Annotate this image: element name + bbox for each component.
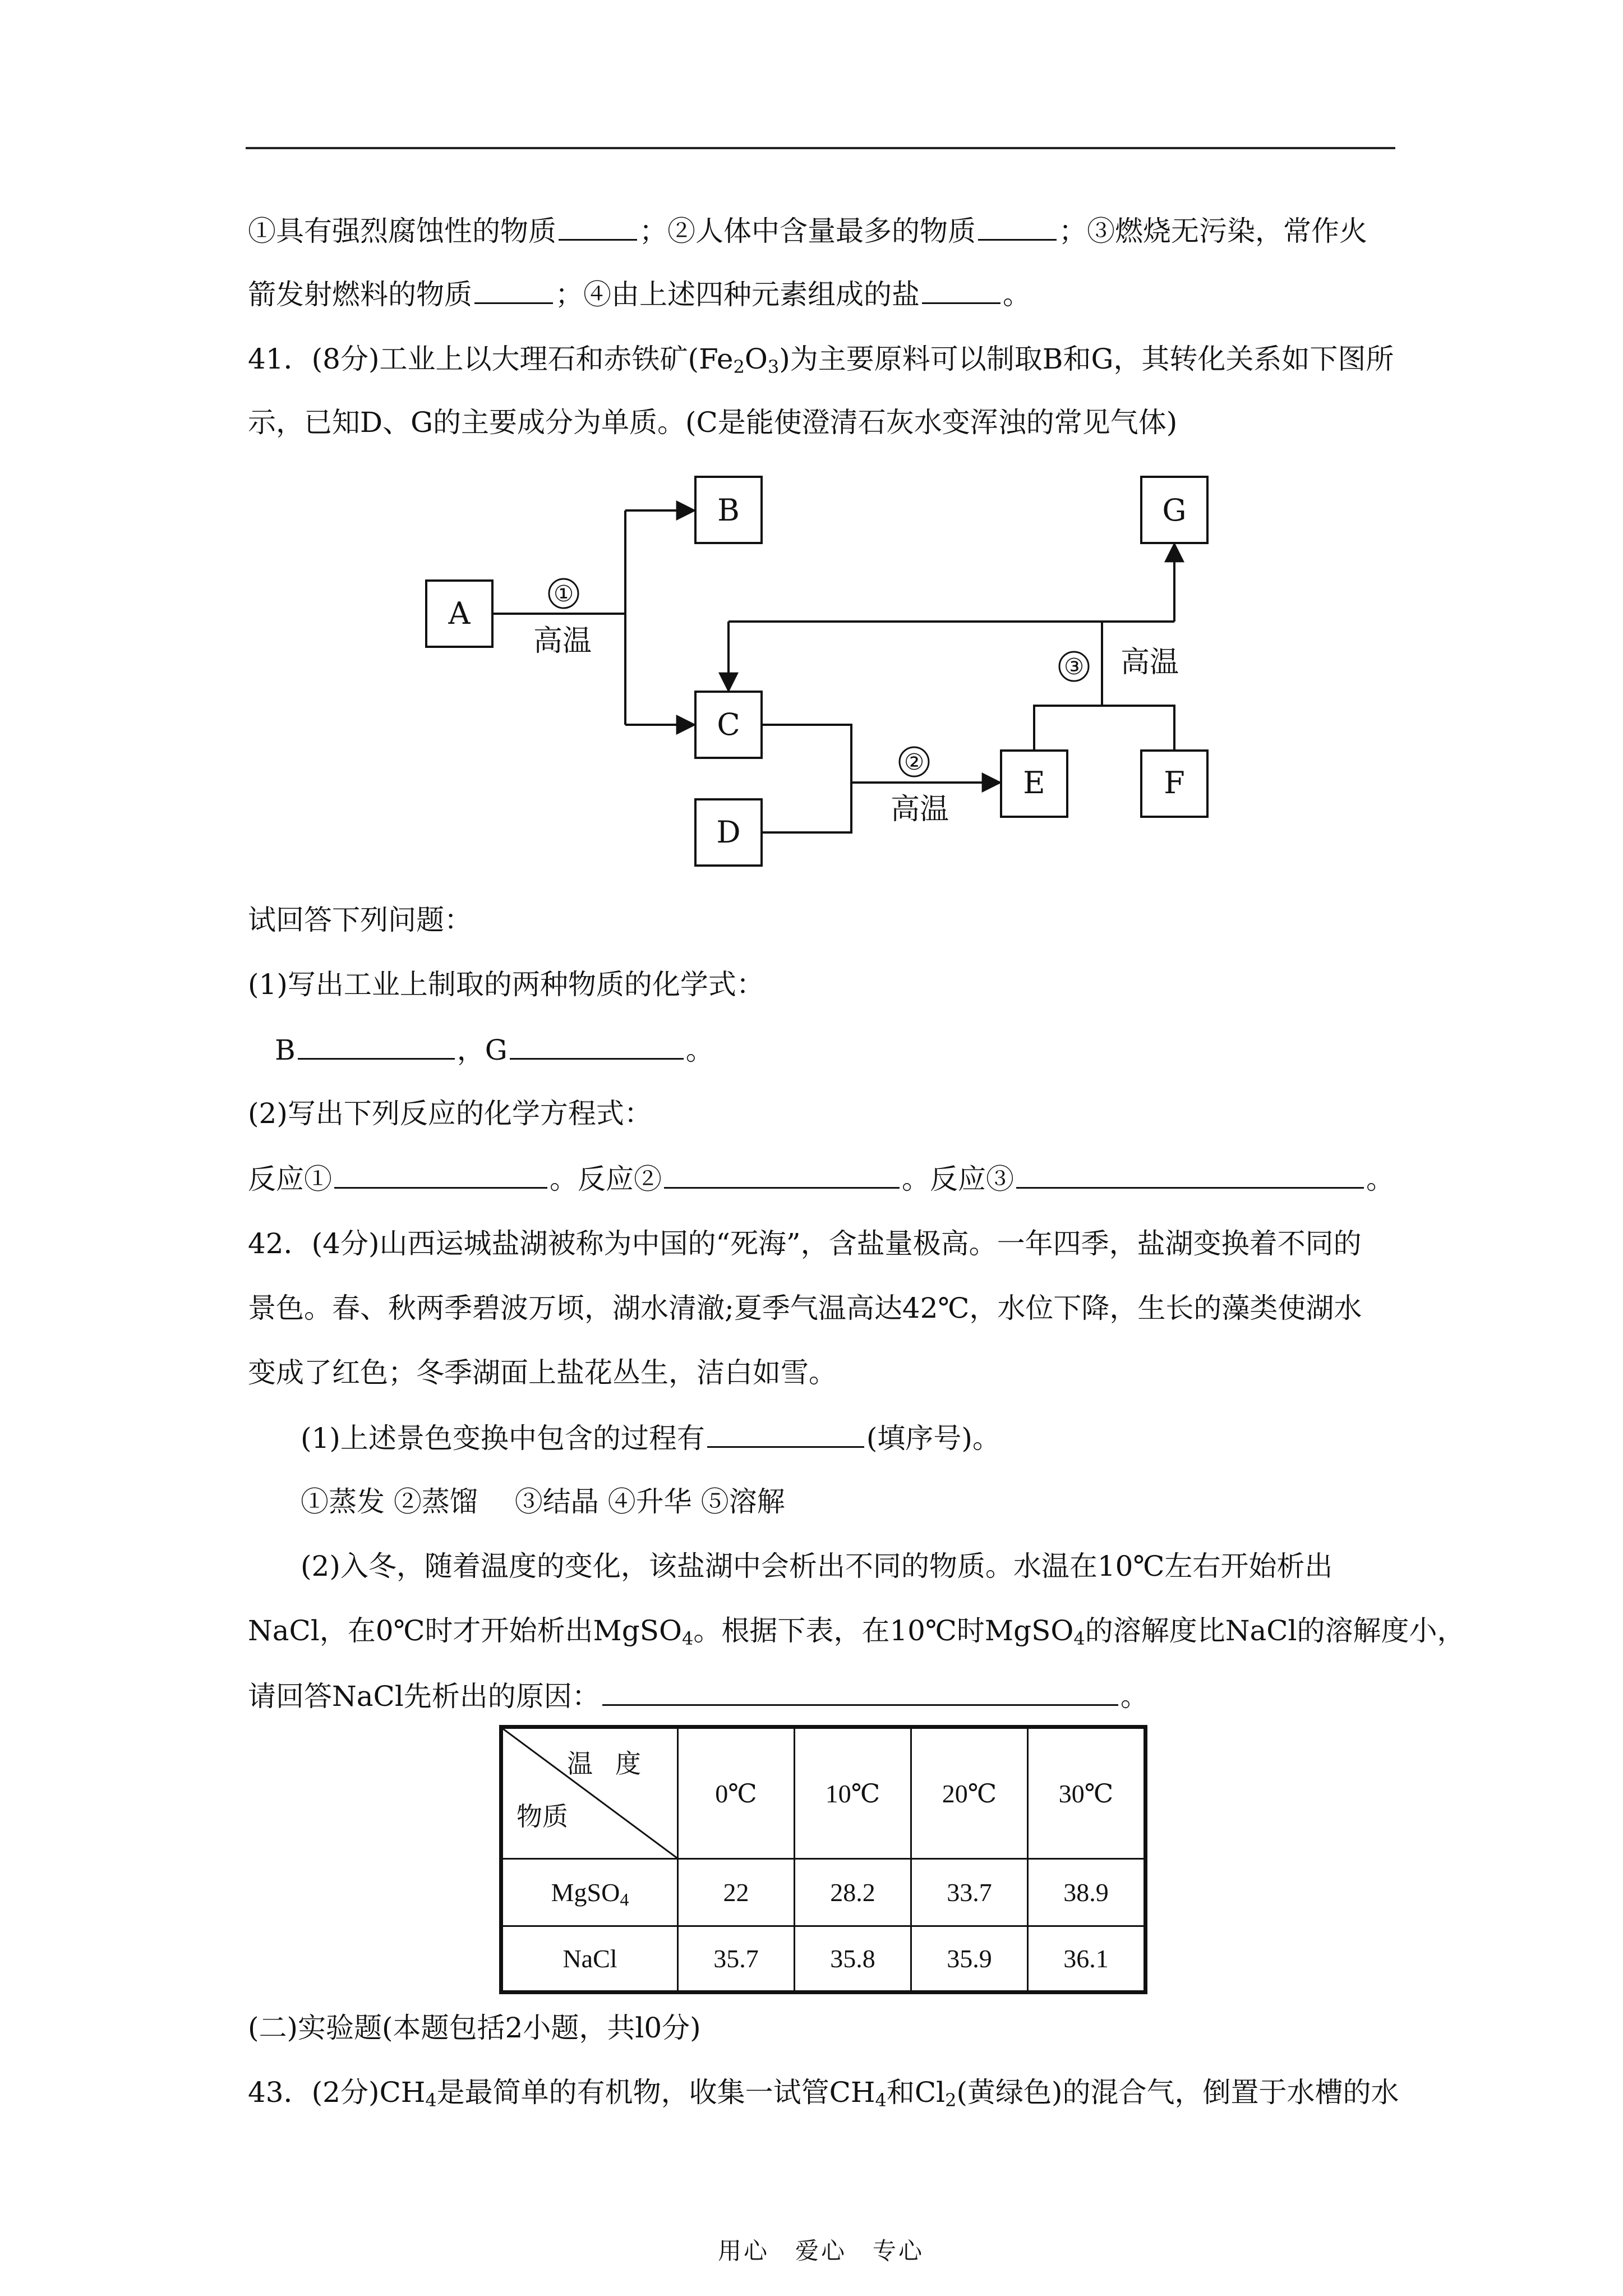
text-line-2: 箭发射燃料的物质 ；④由上述四种元素组成的盐 。 xyxy=(248,277,1031,311)
question-42-options: ①蒸发 ②蒸馏 ③结晶 ④升华 ⑤溶解 xyxy=(301,1485,785,1518)
answer-blank[interactable] xyxy=(474,277,553,304)
header-0c: 0℃ xyxy=(678,1727,795,1859)
reaction-2-number: ② xyxy=(904,749,924,775)
answer-blank-b[interactable] xyxy=(298,1032,455,1060)
header-20c: 20℃ xyxy=(911,1727,1028,1859)
part-1-heading: (1)写出工业上制取的两种物质的化学式： xyxy=(248,968,764,1001)
header-10c: 10℃ xyxy=(795,1727,911,1859)
label-c: C xyxy=(717,707,740,742)
answer-blank-reason[interactable] xyxy=(602,1678,1118,1706)
answer-blank-reaction-1[interactable] xyxy=(334,1161,547,1189)
merge-cd xyxy=(762,725,851,832)
part-1-answers: B ，G 。 xyxy=(275,1032,714,1067)
corner-label-substance: 物质 xyxy=(517,1802,568,1831)
answer-blank-g[interactable] xyxy=(510,1032,684,1060)
question-42-part-2-line-3: 请回答NaCl先析出的原因： 。 xyxy=(248,1678,1149,1713)
table-row xyxy=(501,1859,1146,1926)
row-label-mgso4: MgSO$_4$ xyxy=(501,1859,678,1926)
answer-blank[interactable] xyxy=(559,213,637,241)
label-d: D xyxy=(716,815,741,850)
table-cell: 35.7 xyxy=(678,1926,795,1993)
question-41-line-1: 41．(8分)工业上以大理石和赤铁矿$(Fe_2O_3)$为主要原料可以制取B和G，其转化关系如下图所 xyxy=(248,343,1394,378)
row-label-nacl: NaCl xyxy=(501,1926,678,1993)
reaction-answers: 反应① 。反应② 。反应③ 。 xyxy=(248,1161,1394,1196)
part-2-heading: (2)写出下列反应的化学方程式： xyxy=(248,1097,652,1130)
table-corner-cell xyxy=(501,1727,678,1859)
corner-label-temperature: 温度 xyxy=(567,1750,663,1778)
question-42-line-1: 42．(4分)山西运城盐湖被称为中国的“死海”，含盐量极高。一年四季，盐湖变换着不同的 xyxy=(248,1227,1362,1260)
table-cell: 35.8 xyxy=(795,1926,911,1993)
question-43-line-1: 43．(2分)$CH_4$是最简单的有机物，收集一试管$CH_4$和$Cl_2$(黄绿色)的混合气，倒置于水槽的水 xyxy=(248,2076,1399,2111)
question-41-line-2: 示，已知D、G的主要成分为单质。(C是能使澄清石灰水变浑浊的常见气体) xyxy=(248,406,1178,439)
reaction-1-number: ① xyxy=(554,581,574,607)
table-row xyxy=(501,1926,1146,1993)
solubility-table xyxy=(499,1725,1147,1994)
table-cell: 22 xyxy=(678,1859,795,1926)
label-f: F xyxy=(1164,765,1185,800)
question-42-part-2-line-1: (2)入冬，随着温度的变化，该盐湖中会析出不同的物质。水温在10℃左右开始析出 xyxy=(301,1550,1333,1582)
label-a: A xyxy=(448,596,471,631)
table-cell: 35.9 xyxy=(911,1926,1028,1993)
question-42-part-2-line-2: NaCl，在0℃时才开始析出MgSO$_4$。根据下表，在10℃时MgSO$_4$的溶解度比NaCl的溶解度小， xyxy=(248,1614,1465,1649)
header-30c: 30℃ xyxy=(1028,1727,1146,1859)
merge-ef xyxy=(1034,706,1174,751)
reaction-3-condition: 高温 xyxy=(1120,646,1179,679)
conversion-diagram xyxy=(415,466,1223,875)
page-footer: 用心 爱心 专心 xyxy=(718,2237,925,2265)
table-cell: 38.9 xyxy=(1028,1859,1146,1926)
reaction-3-number: ③ xyxy=(1064,654,1084,680)
text-line-1: ①具有强烈腐蚀性的物质 ；②人体中含量最多的物质 ；③燃烧无污染，常作火 xyxy=(248,213,1367,248)
reaction-1-condition: 高温 xyxy=(533,624,592,658)
answer-blank[interactable] xyxy=(922,277,1000,304)
answer-blank-reaction-3[interactable] xyxy=(1016,1161,1364,1189)
prompt-line: 试回答下列问题： xyxy=(248,904,472,936)
label-g: G xyxy=(1162,493,1187,528)
section-heading: (二)实验题(本题包括2小题，共l0分) xyxy=(248,2012,701,2044)
table-cell: 28.2 xyxy=(795,1859,911,1926)
question-42-line-3: 变成了红色；冬季湖面上盐花丛生，洁白如雪。 xyxy=(248,1356,837,1389)
label-e: E xyxy=(1023,765,1045,800)
reaction-2-condition: 高温 xyxy=(890,793,949,826)
question-42-line-2: 景色。春、秋两季碧波万顷，湖水清澈;夏季气温高达42℃，水位下降，生长的藻类使湖水 xyxy=(248,1292,1362,1324)
table-cell: 33.7 xyxy=(911,1859,1028,1926)
header-rule xyxy=(246,147,1395,149)
question-42-part-1: (1)上述景色变换中包含的过程有 (填序号)。 xyxy=(301,1420,1000,1455)
answer-blank-reaction-2[interactable] xyxy=(664,1161,900,1189)
answer-blank[interactable] xyxy=(978,213,1057,241)
table-cell: 36.1 xyxy=(1028,1926,1146,1993)
label-b: B xyxy=(717,493,740,528)
answer-blank-processes[interactable] xyxy=(707,1420,864,1448)
